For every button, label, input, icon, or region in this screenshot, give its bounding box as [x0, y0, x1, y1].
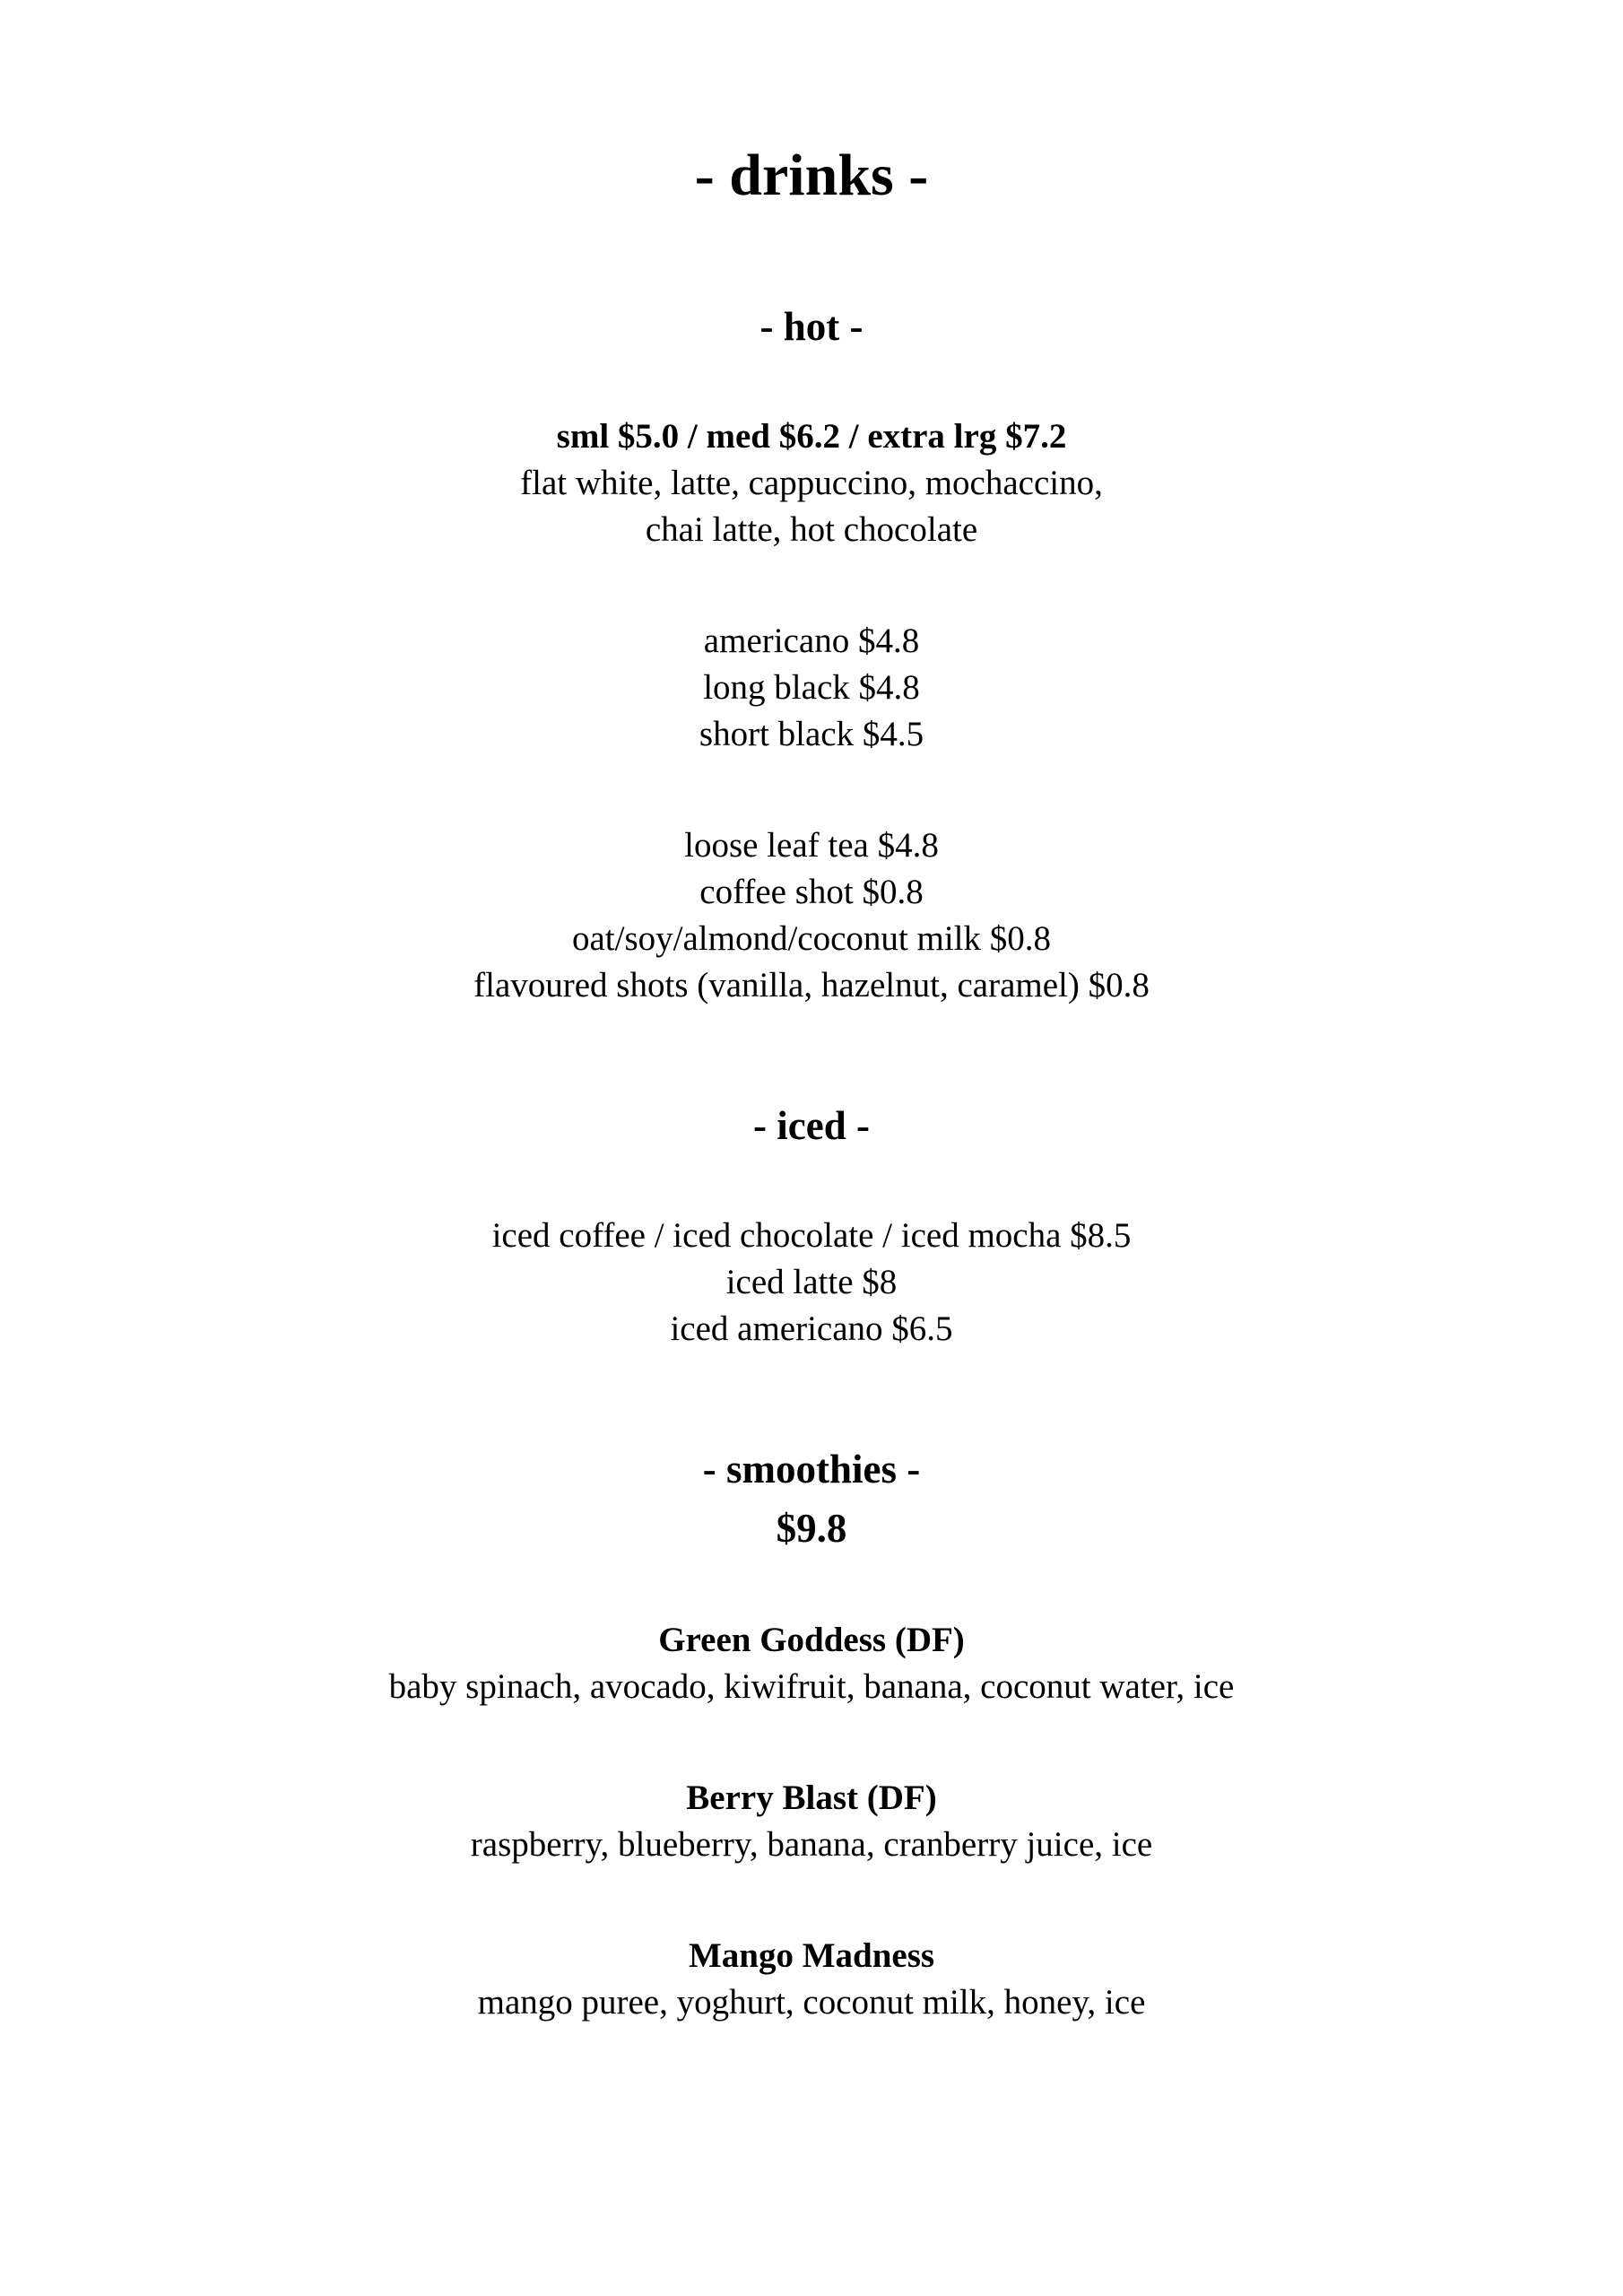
hot-section	[0, 302, 1623, 1009]
menu-item-iced-latte: iced latte $8	[725, 1262, 898, 1301]
menu-item-loose-leaf-tea: loose leaf tea $4.8	[684, 825, 939, 865]
smoothie-name: Green Goddess (DF)	[658, 1620, 965, 1659]
smoothie-ingredients: mango puree, yoghurt, coconut milk, honey, ice	[477, 1982, 1146, 2022]
hot-sized-drinks-line-2: chai latte, hot chocolate	[645, 509, 978, 549]
hot-sizes-price-line: sml $5.0 / med $6.2 / extra lrg $7.2	[556, 416, 1067, 456]
iced-section-heading: - iced -	[753, 1102, 870, 1148]
smoothie-ingredients: baby spinach, avocado, kiwifruit, banana, coconut water, ice	[388, 1666, 1235, 1706]
menu-item-long-black: long black $4.8	[703, 667, 920, 707]
smoothie-name: Mango Madness	[688, 1935, 935, 1975]
smoothie-name: Berry Blast (DF)	[686, 1778, 937, 1817]
hot-sized-drinks-line-1: flat white, latte, cappuccino, mochaccino,	[520, 463, 1103, 502]
menu-item-iced-americano: iced americano $6.5	[670, 1309, 953, 1348]
menu-item-coffee-shot: coffee shot $0.8	[699, 872, 924, 911]
smoothies-section	[0, 1445, 1623, 2026]
iced-section	[0, 1101, 1623, 1352]
menu-item-americano: americano $4.8	[703, 621, 920, 660]
hot-extras-group	[0, 822, 1623, 1009]
iced-items-group	[0, 1213, 1623, 1352]
smoothies-price: $9.8	[776, 1505, 847, 1551]
smoothie-item-green-goddess	[0, 1617, 1623, 1710]
menu-item-alt-milk: oat/soy/almond/coconut milk $0.8	[571, 918, 1052, 958]
smoothie-ingredients: raspberry, blueberry, banana, cranberry juice, ice	[470, 1824, 1153, 1864]
smoothie-item-berry-blast	[0, 1775, 1623, 1868]
menu-item-short-black: short black $4.5	[699, 714, 924, 753]
hot-sized-drinks-group	[0, 413, 1623, 553]
menu-item-iced-coffee-chocolate-mocha: iced coffee / iced chocolate / iced mocha $8.5	[491, 1215, 1132, 1255]
menu-item-flavoured-shots: flavoured shots (vanilla, hazelnut, caramel) $0.8	[473, 965, 1150, 1004]
menu-title: - drinks -	[694, 143, 929, 208]
smoothies-section-heading: - smoothies -	[702, 1446, 921, 1492]
hot-espresso-group	[0, 618, 1623, 758]
hot-section-heading: - hot -	[759, 303, 864, 349]
smoothie-item-mango-madness	[0, 1933, 1623, 2026]
